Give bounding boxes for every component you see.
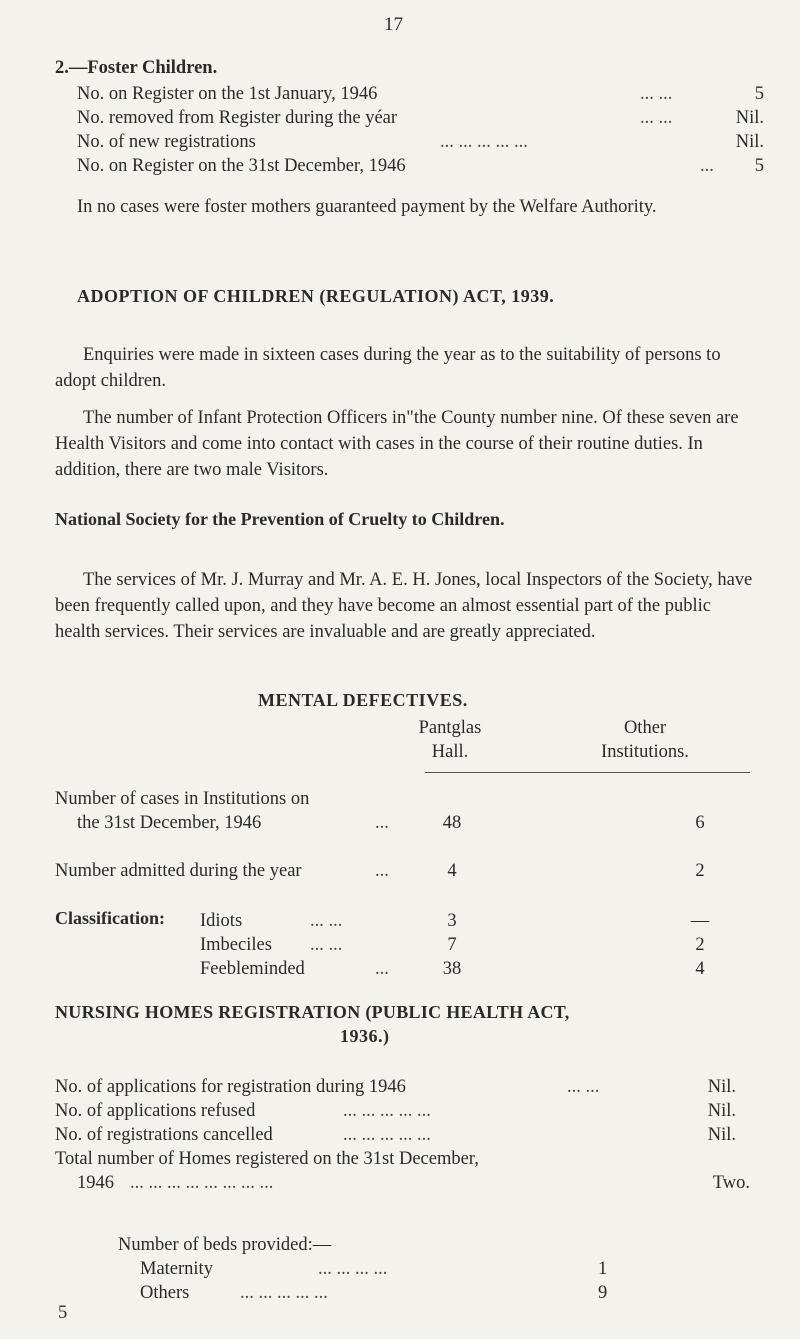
nursing-total-label: Total number of Homes registered on the 31st December, — [55, 1149, 479, 1169]
nursing-heading-year: 1936.) — [340, 1026, 390, 1046]
class-dots: ... ... — [310, 935, 343, 955]
nursing-row-value: Nil. — [707, 1101, 736, 1121]
mental-row-label: Number admitted during the year — [55, 861, 302, 881]
mental-row-label: Number of cases in Institutions on — [55, 789, 310, 809]
mental-row-dots: ... — [375, 861, 389, 881]
class-label: Feebleminded — [200, 959, 305, 979]
foster-row-label: No. removed from Register during the yéar — [77, 108, 398, 128]
foster-row-dots: ... — [700, 156, 714, 176]
mental-value-pantglas: 4 — [447, 861, 457, 881]
mental-row-label: the 31st December, 1946 — [77, 813, 262, 833]
signature-mark: 5 — [58, 1303, 68, 1323]
nursing-heading: NURSING HOMES REGISTRATION (PUBLIC HEALTH ACT, — [55, 1002, 570, 1022]
nursing-row-value: Nil. — [707, 1077, 736, 1097]
class-label: Idiots — [200, 911, 243, 931]
nursing-row-dots: ... ... — [567, 1077, 600, 1097]
foster-heading-text: 2.—Foster Children. — [55, 58, 218, 78]
nursing-row-value: Nil. — [707, 1125, 736, 1145]
class-value-other: 4 — [695, 959, 705, 979]
nspcc-paragraph: The services of Mr. J. Murray and Mr. A. E. H. Jones, local Inspectors of the Society, have been frequently called upon, and they have become an almost essential part of the public health services. Their services are invaluable and are greatly appreciated. — [55, 570, 753, 642]
col-pantglas-line2: Hall. — [431, 742, 469, 762]
foster-row-dots: ... ... — [640, 84, 673, 104]
beds-row-dots: ... ... ... ... — [318, 1259, 388, 1279]
beds-row-value: 9 — [598, 1283, 608, 1303]
class-label: Imbeciles — [200, 935, 272, 955]
foster-note: In no cases were foster mothers guaranteed payment by the Welfare Authority. — [77, 197, 657, 217]
table-header-rule — [425, 772, 750, 773]
nursing-row-dots: ... ... ... ... ... — [343, 1125, 431, 1145]
foster-row-label: No. of new registrations — [77, 132, 256, 152]
foster-row-label: No. on Register on the 31st December, 1946 — [77, 156, 406, 176]
beds-row-label: Others — [140, 1283, 190, 1303]
nursing-total-year: 1946 — [77, 1173, 114, 1193]
col-other-line2: Institutions. — [601, 742, 689, 762]
foster-row-value: 5 — [754, 84, 764, 104]
class-value-pantglas: 3 — [447, 911, 457, 931]
nursing-total-dots: ... ... ... ... ... ... ... ... — [130, 1173, 274, 1193]
classification-label: Classification: — [55, 908, 165, 928]
adoption-paragraph: Enquiries were made in sixteen cases during the year as to the suitability of persons to adopt children. — [55, 345, 721, 391]
class-dots: ... ... — [310, 911, 343, 931]
mental-value-other: 6 — [695, 813, 705, 833]
nursing-row-label: No. of applications refused — [55, 1101, 256, 1121]
nursing-row-label: No. of registrations cancelled — [55, 1125, 273, 1145]
class-value-pantglas: 38 — [442, 959, 462, 979]
beds-row-label: Maternity — [140, 1259, 213, 1279]
col-pantglas-line1: Pantglas — [418, 718, 482, 738]
foster-row-label: No. on Register on the 1st January, 1946 — [77, 84, 378, 104]
nursing-row-label: No. of applications for registration during 1946 — [55, 1077, 406, 1097]
nursing-total-value: Two. — [712, 1173, 750, 1193]
page-number: 17 — [384, 14, 403, 35]
foster-row-value: Nil. — [735, 108, 764, 128]
class-value-other: — — [690, 911, 710, 931]
class-dots: ... — [375, 959, 389, 979]
class-value-other: 2 — [695, 935, 705, 955]
foster-row-value: Nil. — [735, 132, 764, 152]
mental-value-pantglas: 48 — [442, 813, 462, 833]
beds-row-dots: ... ... ... ... ... — [240, 1283, 328, 1303]
foster-heading — [55, 55, 217, 81]
mental-row-dots: ... — [375, 813, 389, 833]
nursing-row-dots: ... ... ... ... ... — [343, 1101, 431, 1121]
mental-value-other: 2 — [695, 861, 705, 881]
beds-label: Number of beds provided:— — [118, 1235, 332, 1255]
adoption-officers-paragraph: The number of Infant Protection Officers in"the County number nine. Of these seven are Health Visitors and come into contact with cases in the course of their routine duties. In addition, there are two male Visitors. — [55, 408, 739, 480]
col-other-line1: Other — [623, 718, 667, 738]
foster-row-value: 5 — [754, 156, 764, 176]
nspcc-heading: National Society for the Prevention of Cruelty to Children. — [55, 509, 505, 529]
mental-heading: MENTAL DEFECTIVES. — [258, 690, 468, 710]
adoption-heading: ADOPTION OF CHILDREN (REGULATION) ACT, 1939. — [77, 286, 555, 306]
class-value-pantglas: 7 — [447, 935, 457, 955]
foster-row-dots: ... ... — [640, 108, 673, 128]
foster-row-dots: ... ... ... ... ... — [440, 132, 528, 152]
beds-row-value: 1 — [598, 1259, 608, 1279]
